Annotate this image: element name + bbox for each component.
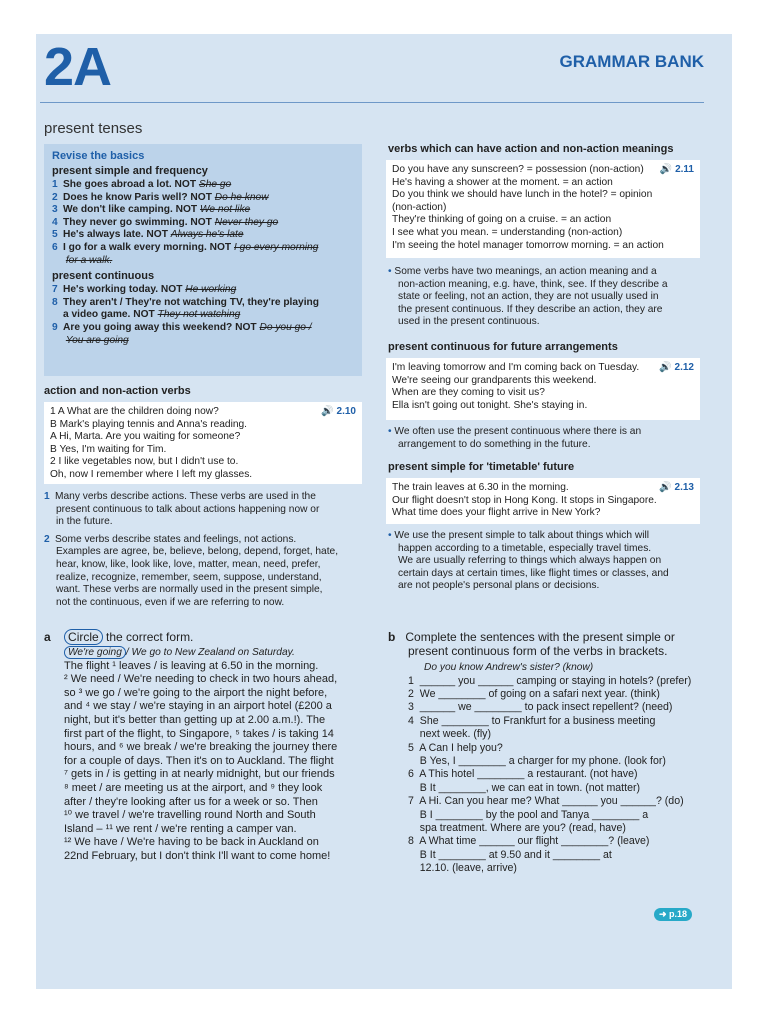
revise-basics-title: Revise the basics: [52, 150, 145, 162]
rule-number: 9: [52, 321, 58, 333]
grammar-rule: [52, 309, 354, 322]
rule-number: 7: [52, 284, 58, 296]
text-line: I see what you mean. = understanding (non-action): [392, 226, 623, 238]
not-label: NOT: [209, 241, 232, 253]
rule-text: He's working today.: [63, 284, 159, 296]
wrong-form: You are going: [65, 334, 129, 346]
future-examples-box: [386, 358, 700, 420]
text-line: Ella isn't going out tonight. She's staying in.: [392, 399, 588, 411]
timetable-lines: [392, 482, 694, 520]
wrong-form: Always he's late: [170, 229, 244, 241]
anav-lines: [50, 406, 356, 482]
anav-note: [44, 534, 364, 610]
exercise-a-letter: a: [44, 630, 51, 644]
grammar-rule: [52, 229, 354, 242]
not-label: NOT: [160, 284, 183, 296]
exercise-a-line: The flight ¹ leaves / is leaving at 6.50 in the morning.: [64, 659, 319, 672]
exercise-a-line: hours, and ⁶ we break / we're breaking the journey there: [64, 741, 338, 754]
exercise-a-line: and ⁴ we stay / we're staying in an airport hotel (£200 a: [64, 700, 332, 713]
text-line: Our flight doesn't stop in Hong Kong. It stops in Singapore.: [392, 494, 657, 506]
exercise-a-line: first part of the flight, to Singapore, ⁵ takes / is taking 14: [64, 727, 334, 740]
text-line: The train leaves at 6.30 in the morning.: [392, 482, 569, 493]
grammar-rule: [52, 322, 354, 335]
cont-title: present continuous: [52, 270, 155, 283]
not-label: NOT: [174, 179, 197, 190]
rule-number: 2: [52, 191, 58, 203]
both-note: [388, 266, 704, 329]
timetable-examples-box: [386, 478, 700, 524]
note-line: [56, 597, 364, 610]
note-text: arrangement to do something in the future.: [398, 438, 591, 450]
exercise-b-line: 5 A Can I help you?: [408, 741, 503, 754]
note-text: Many verbs describe actions. These verbs are used in the: [55, 491, 316, 502]
exercise-a-line: ¹² We have / We're having to be back in Auckland on: [64, 836, 319, 849]
grammar-rule: [52, 192, 354, 205]
grammar-rule: [52, 284, 354, 297]
note-text: We use the present simple to talk about things which will: [394, 530, 650, 541]
exercise-b-line: 4 She ________ to Frankfurt for a business meeting: [408, 714, 656, 727]
exercise-a-heading: [44, 630, 374, 644]
page-reference-button[interactable]: ➜ p.18: [654, 908, 692, 921]
text-line: Do you think we should have lunch in the hotel? = opinion: [392, 189, 653, 201]
note-text: in the future.: [56, 516, 113, 528]
note-line: [398, 279, 704, 292]
both-title: verbs which can have action and non-action meanings: [388, 143, 674, 155]
simple-title: present simple and frequency: [52, 165, 208, 177]
exercise-a-line: Island – ¹¹ we rent / we're renting a camper van.: [64, 822, 297, 835]
rule-text: Does he know Paris well?: [63, 191, 188, 203]
bullet-icon: •: [388, 530, 395, 541]
wrong-form: They not watching: [157, 309, 241, 321]
exercise-a-line: for a couple of days. Then it's on to Auckland. The flight: [64, 754, 334, 767]
not-label: NOT: [235, 321, 257, 333]
grammar-rule: [52, 179, 354, 192]
simple-list: [52, 179, 354, 267]
future-note: [388, 426, 704, 451]
note-text: not the continuous, even if we are referring to now.: [56, 596, 285, 608]
note-line: [398, 439, 704, 452]
text-line: 1 A What are the children doing now?: [50, 406, 219, 417]
text-line: B Yes, I'm waiting for Tim.: [50, 443, 167, 455]
note-line: [56, 546, 364, 559]
text-line: What time does your flight arrive in New York?: [392, 507, 601, 519]
unit-number: 2A: [44, 37, 112, 97]
exercise-b-line: 6 A This hotel ________ a restaurant. (not have): [408, 768, 638, 781]
text-line: B Mark's playing tennis and Anna's reading.: [50, 418, 248, 430]
wrong-form: I go every morning: [234, 241, 319, 253]
note-text: certain days at certain times, like flight times or classes, and: [398, 567, 669, 579]
not-label: NOT: [133, 309, 155, 321]
anav-title: action and non-action verbs: [44, 385, 191, 397]
exercise-a-line: so ³ we go / we're going to the airport the night before,: [64, 686, 328, 699]
bullet-icon: •: [388, 426, 395, 437]
note-line: [56, 516, 364, 529]
text-line: Oh, now I remember where I left my glasses.: [50, 468, 253, 480]
exercise-a-line: 22nd February, but I don't think I'll want to come home!: [64, 849, 331, 862]
exercise-b: [388, 630, 708, 876]
text-line: I'm seeing the hotel manager tomorrow morning. = an action: [392, 239, 664, 251]
exercise-b-line: next week. (fly): [408, 728, 492, 741]
rule-text: They never go swimming.: [63, 216, 188, 228]
rule-text: We don't like camping.: [63, 204, 173, 216]
audio-icon[interactable]: 🔊 2.11: [659, 164, 694, 175]
exercise-b-example: Do you know Andrew's sister? (know): [424, 662, 594, 673]
note-text: want. These verbs are normally used in the present simple,: [56, 584, 323, 596]
grammar-rule: [52, 335, 354, 348]
note-text: Some verbs have two meanings, an action meaning and a: [394, 266, 657, 277]
exercise-b-line: spa treatment. Where are you? (read, have): [408, 822, 626, 835]
grammar-rule: [52, 255, 354, 268]
exercise-b-line: 3 ______ we ________ to pack insect repellent? (need): [408, 701, 673, 714]
note-text: used in the present continuous.: [398, 316, 540, 328]
note-text: present continuous to talk about actions happening now or: [56, 503, 320, 515]
text-line: 2 I like vegetables now, but I didn't use to.: [50, 456, 239, 468]
rule-number: 6: [52, 241, 58, 253]
revise-basics-box: [44, 144, 362, 376]
exercise-a-line: ¹⁰ we travel / we're travelling round North and South: [64, 809, 316, 822]
exercise-b-title-2: present continuous form of the verbs in brackets.: [408, 644, 668, 658]
note-line: [388, 266, 704, 279]
example-circled: We're going: [64, 646, 126, 659]
note-text: are not people's personal plans or decisions.: [398, 580, 600, 592]
exercise-b-line: 12.10. (leave, arrive): [408, 862, 517, 875]
note-text: non-action meaning, e.g. have, think, see. If they describe a: [398, 278, 668, 290]
audio-icon[interactable]: 🔊 2.10: [321, 406, 356, 417]
note-line: [398, 316, 704, 329]
anav-notes: [44, 491, 364, 614]
not-label: NOT: [175, 204, 198, 216]
exercise-b-letter: b: [388, 630, 396, 644]
rule-text: She goes abroad a lot.: [63, 179, 172, 190]
note-line: [56, 504, 364, 517]
exercise-b-text: [408, 662, 708, 876]
rule-text: They aren't / They're not watching TV, they're playing: [63, 296, 319, 308]
grammar-bank-title: GRAMMAR BANK: [559, 52, 704, 71]
exercise-a-title: the correct form.: [102, 630, 194, 644]
rule-number: 1: [52, 179, 58, 190]
note-text: We are usually referring to things which always happen on: [398, 555, 662, 567]
timetable-note: [388, 530, 704, 593]
rule-text: a video game.: [63, 309, 131, 321]
section-title: present tenses: [44, 120, 143, 137]
note-text: Some verbs describe states and feelings, not actions.: [55, 533, 297, 545]
both-examples-box: [386, 160, 700, 258]
exercise-a-text: [64, 647, 374, 864]
note-line: [388, 530, 704, 543]
exercise-b-line: 2 We ________ of going on a safari next year. (think): [408, 688, 660, 700]
note-line: [44, 533, 364, 547]
text-line: (non-action): [392, 201, 447, 213]
note-line: [398, 304, 704, 317]
rule-text: He's always late.: [63, 229, 144, 241]
both-lines: [392, 164, 694, 252]
grammar-rule: [52, 217, 354, 230]
grammar-bank-page: [36, 34, 732, 989]
wrong-form: for a walk.: [65, 254, 113, 266]
note-text: hear, know, like, look like, love, matter, mean, need, prefer,: [56, 558, 321, 570]
text-line: When are they coming to visit us?: [392, 387, 545, 399]
wrong-form: Never they go: [214, 216, 279, 228]
rule-text: I go for a walk every morning.: [63, 241, 207, 253]
exercise-a-line: ⁷ gets in / is getting in at nearly midnight, but our friends: [64, 768, 335, 781]
note-number: 1: [44, 491, 50, 502]
wrong-form: We not like: [200, 204, 251, 216]
exercise-b-line: B I ________ by the pool and Tanya ________ a: [408, 808, 649, 821]
note-text: We often use the present continuous where there is an: [394, 426, 642, 437]
wrong-form: Do he know: [214, 191, 269, 203]
text-line: He's having a shower at the moment. = an action: [392, 176, 613, 188]
text-line: I'm leaving tomorrow and I'm coming back on Tuesday.: [392, 362, 640, 373]
note-line: [398, 291, 704, 304]
note-text: state or feeling, not an action, they are not usually used in: [398, 291, 659, 303]
bullet-icon: •: [388, 266, 395, 277]
future-title: present continuous for future arrangements: [388, 341, 618, 353]
audio-icon[interactable]: 🔊 2.13: [659, 482, 694, 493]
grammar-rule: [52, 204, 354, 217]
note-line: [56, 584, 364, 597]
exercise-a: [44, 630, 374, 864]
cont-list: [52, 284, 354, 347]
exercise-b-title-1: Complete the sentences with the present simple or: [405, 630, 675, 644]
grammar-rule: [52, 297, 354, 310]
text-line: We're seeing our grandparents this weekend.: [392, 374, 597, 386]
exercise-b-line: 1 ______ you ______ camping or staying in hotels? (prefer): [408, 674, 692, 687]
note-text: Examples are agree, be, believe, belong, depend, forget, hate,: [56, 546, 339, 558]
text-line: They're thinking of going on a cruise. = an action: [392, 214, 612, 226]
exercise-b-line: 7 A Hi. Can you hear me? What ______ you ______? (do): [408, 795, 684, 808]
note-line: [56, 559, 364, 572]
rule-number: 5: [52, 229, 58, 241]
header-divider: [40, 102, 704, 103]
rule-text: Are you going away this weekend?: [63, 321, 233, 333]
rule-number: 4: [52, 216, 58, 228]
note-number: 2: [44, 533, 50, 545]
rule-number: 8: [52, 296, 58, 308]
audio-icon[interactable]: 🔊 2.12: [659, 362, 694, 373]
future-lines: [392, 362, 694, 412]
exercise-a-line: ⁸ meet / are meeting us at the airport, and ⁹ they look: [64, 781, 323, 794]
note-line: [398, 568, 704, 581]
circle-word: Circle: [64, 629, 103, 645]
wrong-form: He working: [185, 284, 237, 296]
wrong-form: She go: [198, 179, 232, 190]
note-line: [398, 543, 704, 556]
not-label: NOT: [190, 216, 212, 228]
text-line: A Hi, Marta. Are you waiting for someone?: [50, 431, 241, 443]
note-text: the present continuous. If they describe an action, they are: [398, 303, 663, 315]
exercise-a-line: after / they're looking after us for a week or so. Then: [64, 795, 318, 808]
note-text: realize, recognize, remember, seem, suppose, understand,: [56, 571, 322, 583]
anav-examples-box: [44, 402, 362, 484]
note-line: [56, 572, 364, 585]
note-line: [398, 580, 704, 593]
exercise-b-line: 8 A What time ______ our flight ________? (leave): [408, 835, 650, 848]
timetable-title: present simple for 'timetable' future: [388, 461, 575, 473]
exercise-a-line: / We go to New Zealand on Saturday.: [125, 647, 295, 658]
exercise-b-line: B It ________, we can eat in town. (not matter): [408, 781, 641, 794]
exercise-a-line: night, but it's better than getting up at 2.00 a.m.!). The: [64, 713, 326, 726]
note-line: [398, 555, 704, 568]
not-label: NOT: [190, 191, 212, 203]
note-text: happen according to a timetable, especially travel times.: [398, 542, 652, 554]
grammar-rule: [52, 242, 354, 255]
exercise-a-line: ² We need / We're needing to check in two hours ahead,: [64, 673, 338, 686]
exercise-b-line: B Yes, I ________ a charger for my phone. (look for): [408, 755, 666, 768]
anav-note: [44, 491, 364, 529]
wrong-form: Do you go /: [259, 321, 312, 333]
note-line: [44, 491, 364, 504]
exercise-b-heading: [388, 630, 708, 658]
not-label: NOT: [146, 229, 168, 241]
rule-number: 3: [52, 204, 58, 216]
exercise-b-line: B It ________ at 9.50 and it ________ at: [408, 848, 612, 861]
note-line: [388, 426, 704, 439]
text-line: Do you have any sunscreen? = possession (non-action): [392, 164, 644, 175]
